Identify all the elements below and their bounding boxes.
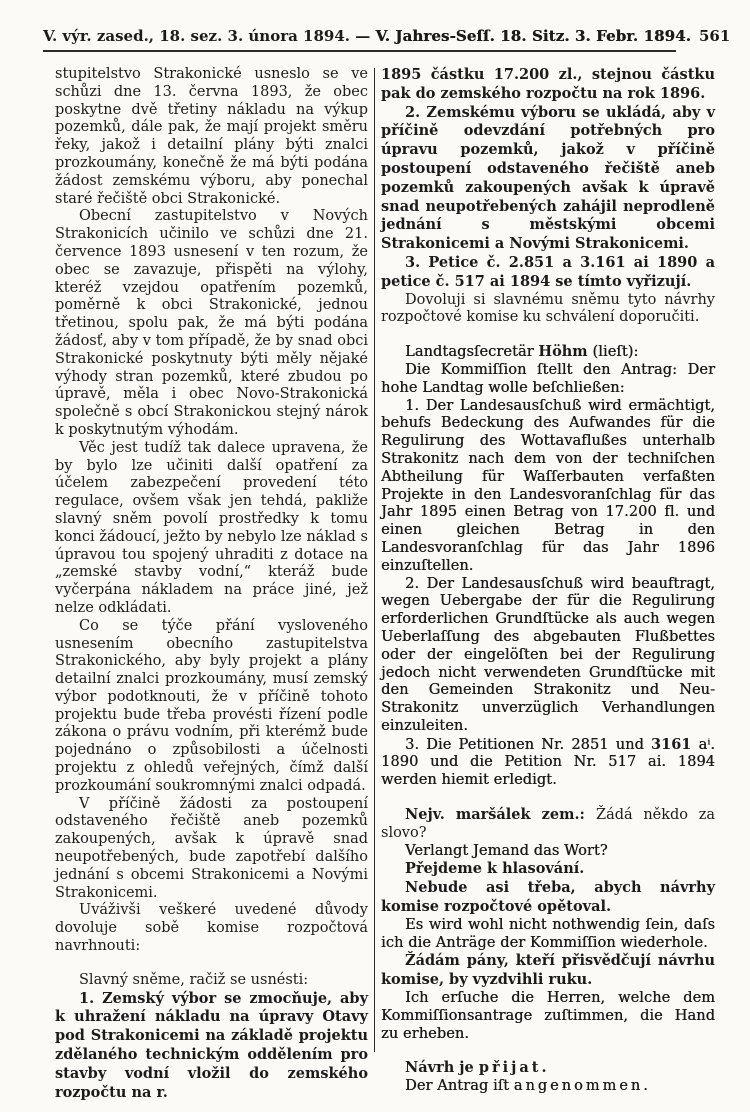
paragraph [381, 736, 715, 790]
text-run: (lieſt): [587, 344, 639, 361]
text-run: stupitelstvo Strakonické usneslo se ve schůzi dne 13. června 1893, že obec poskytne dvě třetiny nákladu na výkup pozemků, dále pak, že mají projekt směru řeky, jakož i detailní plány býti znalci prozkoumány, konečně že má býti podána žádost zemskému výboru, aby ponechal staré řečiště obci Strakonické. [55, 66, 368, 207]
text-run: 3. Petice č. 2.851 a 3.161 ai 1890 a petice č. 517 ai 1894 se tímto vyřizují. [381, 253, 715, 290]
text-run: angenommen. [513, 1078, 651, 1095]
paragraph [381, 917, 715, 953]
paragraph [381, 1078, 715, 1096]
right-column [381, 66, 715, 1102]
text-run: 2. Der Landesausſchuß wird beauftragt, wegen Uebergabe der für die Regulirung erforderlichen Grundſtücke als auch wegen Ueberlaſſung des abgebauten Flußbettes oder der eingelöſten bei der Regulirung jedoch nicht verwendeten Grundſtücke mit den Gemeinden Strakonitz und Neu-Strakonitz unverzüglich Verhandlungen einzuleiten. [381, 575, 715, 734]
text-run: 1895 částku 17.200 zl., stejnou částku pak do zemského rozpočtu na rok 1896. [381, 66, 715, 102]
text-run: Nebude asi třeba, abych návrhy komise rozpočtové opětoval. [381, 879, 715, 916]
text-run: aⁱ. 1890 und die Petition Nr. 517 ai. 1894 werden hiemit erledigt. [381, 736, 715, 789]
left-column [55, 66, 368, 1102]
two-column-body [55, 66, 715, 1102]
paragraph [381, 860, 715, 879]
header-title [43, 27, 691, 45]
paragraph [55, 208, 368, 439]
header-czech-title: V. výr. zased., 18. sez. 3. února 1894. [43, 27, 351, 45]
text-run: 1. Zemský výbor se zmocňuje, aby k uhražení nákladu na úpravy Otavy pod Strakonicemi na základě projektu zdělaného technickým oddělením pro stavby vodní vložil do zemského rozpočtu na r. [55, 989, 368, 1101]
text-run: Der Antrag iſt [405, 1078, 514, 1095]
paragraph [55, 66, 368, 208]
paragraph [381, 292, 715, 328]
page-number: 561 [698, 27, 731, 45]
paragraph [381, 66, 715, 104]
paragraph [381, 104, 715, 254]
text-run: Žádám pány, kteří přisvědčují návrhu komise, by vyzdvihli ruku. [381, 952, 715, 989]
paragraph [381, 843, 715, 861]
text-run: Žádá někdo za slovo? [381, 807, 715, 841]
paragraph [381, 362, 715, 398]
text-run: Verlangt Jemand das Wort? [405, 842, 608, 859]
text-run: Věc jest tudíž tak dalece upravena, že by bylo lze učiniti další opatření za účelem zabezpečení provedení této regulace, ovšem však jen tehdá, pakliže slavný sněm povolí prostředky k tomu konci žádoucí, ježto by nebylo lze náklad s úpravou tou spojený uhraditi z dotace na „zemské stavby vodní,“ kteráž bude vyčerpána nákladem na práce jiné, jež nelze odkládati. [55, 439, 368, 616]
paragraph [55, 972, 368, 990]
text-run: Höhm [538, 343, 588, 361]
text-run: Dovoluji si slavnému sněmu tyto návrhy rozpočtové komise ku schválení doporučiti. [381, 291, 715, 326]
paragraph [381, 1059, 715, 1078]
paragraph [55, 902, 368, 955]
paragraph [55, 618, 368, 796]
paragraph [55, 796, 368, 903]
paragraph [381, 952, 715, 990]
text-run: Slavný sněme, račiž se usnésti: [79, 971, 309, 988]
paragraph [381, 398, 715, 576]
text-run: Die Kommiſſion ſtellt den Antrag: Der hohe Landtag wolle beſchließen: [381, 361, 715, 396]
paragraph [381, 879, 715, 917]
text-run: Návrh je [405, 1059, 479, 1077]
text-run: Nejv. maršálek zem.: [405, 806, 596, 824]
column-divider-rule [374, 68, 375, 1052]
text-run: Es wird wohl nicht nothwendig ſein, daſs ich die Anträge der Kommiſſion wiederhole. [381, 916, 715, 951]
header-separator: — [355, 27, 371, 45]
paragraph [381, 254, 715, 292]
paragraph [55, 440, 368, 618]
text-run: 3161 [651, 735, 692, 753]
text-run: Co se týče přání vysloveného usnesením obecního zastupitelstva Strakonického, aby byly projekt a plány detailní znalci prozkoumány, musí zemský výbor podotknouti, že v příčině tohoto projektu bude třeba provésti řízení podle zákona o právu vodním, při kterémž bude pojednáno o způsobilosti a účelnosti projektu z ohledů veřejných, čímž další prozkoumání soukromnými znalci odpadá. [55, 617, 368, 794]
text-run: V příčině žádosti za postoupení odstaveného řečiště aneb pozemků zakoupených, avšak k úpravě snad neupotřebených, bude zapotřebí dalšího jednání s obcemi Strakonicemi a Novými Strakonicemi. [55, 795, 368, 901]
text-run: Přejdeme k hlasování. [405, 860, 585, 878]
text-run: 1. Der Landesausſchuß wird ermächtigt, behufs Bedeckung des Aufwandes für die Regulirung des Wottavaflußes unterhalb Strakonitz nach dem von der techniſchen Abtheilung für Waſſerbauten verfaßten Projekte in den Landesvoranſchlag für das Jahr 1895 einen Betrag von 17.200 fl. und einen gleichen Betrag in den Landesvoranſchlag für das Jahr 1896 einzuſtellen. [381, 397, 715, 574]
text-run: 3. Die Petitionen Nr. 2851 und [405, 736, 652, 753]
paragraph [381, 576, 715, 736]
text-run: Landtagsſecretär [405, 344, 539, 361]
paragraph [381, 990, 715, 1043]
text-run: přijat. [478, 1059, 550, 1077]
page-header [43, 27, 731, 52]
header-german-title: V. Jahres-Seſſ. 18. Sitz. 3. Febr. 1894. [375, 27, 691, 45]
text-run: 2. Zemskému výboru se ukládá, aby v příčině odevzdání potřebných pro úpravu pozemků, jakož v příčině postoupení odstaveného řečiště aneb pozemků zakoupených avšak k úpravě snad neupotřebených zahájil neprodleně jednání s městskými obcemi Strakonicemi a Novými Strakonicemi. [381, 103, 715, 253]
text-run: Uváživši veškeré uvedené důvody dovoluje sobě komise rozpočtová navrhnouti: [55, 902, 368, 955]
paragraph [381, 343, 715, 362]
text-run: Obecní zastupitelstvo v Nových Strakonicích učinilo ve schůzi dne 21. července 1893 usnesení v ten rozum, že obec se zavazuje, přispěti na výlohy, kteréž vzejdou opatřením pozemků, poměrně k obci Strakonické, jednou třetinou, spolu pak, že má býti podána žádosť, aby v tom případě, že by snad obci Strakonické poskytnuty býti měly nějaké výhody stran pozemků, které zbudou po úpravě, měla i obec Novo-Strakonická společně s obcí Strakonickou stejný nárok k poskytnutým výhodám. [55, 208, 368, 438]
paragraph [55, 990, 368, 1103]
paragraph [381, 806, 715, 843]
text-run: Ich erſuche die Herren, welche dem Kommiſſionsantrage zuſtimmen, die Hand zu erheben. [381, 990, 715, 1042]
